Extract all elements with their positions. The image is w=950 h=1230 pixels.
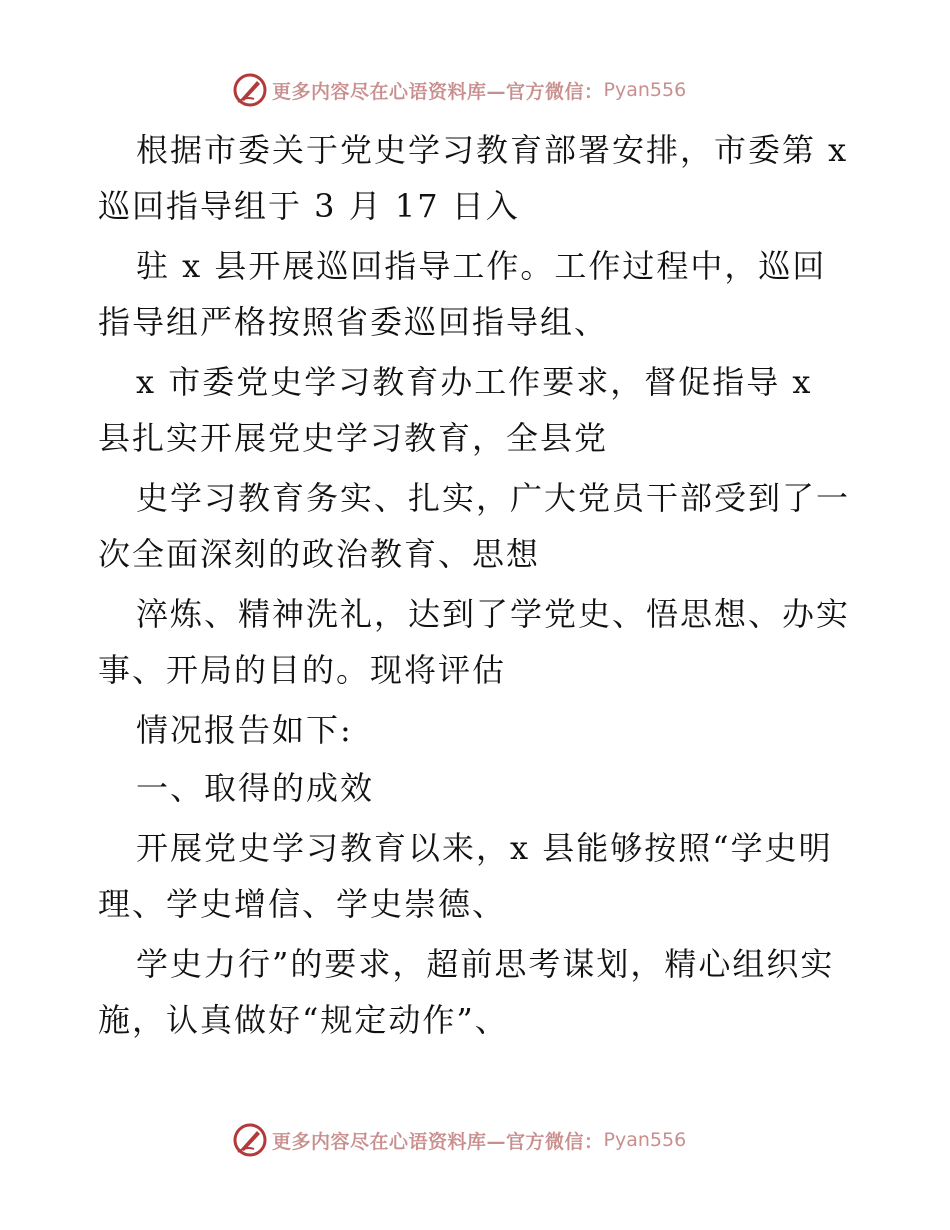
text-line: 学史力行”的要求，超前思考谋划，精心组织实 — [136, 945, 835, 983]
text-line: 施，认真做好“规定动作”、 — [98, 1001, 509, 1039]
text-line: 事、开局的目的。现将评估 — [98, 651, 507, 689]
quill-logo-icon — [232, 1122, 268, 1158]
text-line: 次全面深刻的政治教育、思想 — [98, 535, 541, 573]
text-line: 淬炼、精神洗礼，达到了学党史、悟思想、办实 — [136, 595, 851, 633]
text-line: 县扎实开展党史学习教育，全县党 — [98, 419, 609, 457]
header-watermark — [232, 70, 686, 110]
text-line: 情况报告如下: — [136, 711, 353, 749]
text-line: 根据市委关于党史学习教育部署安排，市委第 x — [136, 131, 849, 169]
text-line: x 市委党史学习教育办工作要求，督促指导 x — [136, 363, 813, 401]
watermark-handle: Pyan556 — [603, 79, 687, 101]
section-heading: 一、取得的成效 — [136, 769, 375, 807]
watermark-handle: Pyan556 — [603, 1129, 687, 1151]
text-line: 理、学史增信、学史崇德、 — [98, 885, 507, 923]
text-line: 驻 x 县开展巡回指导工作。工作过程中，巡回 — [136, 247, 827, 285]
text-line: 史学习教育务实、扎实，广大党员干部受到了一 — [136, 479, 851, 517]
watermark-text: 更多内容尽在心语资料库—官方微信： — [272, 80, 604, 103]
quill-logo-icon — [232, 72, 268, 108]
text-line: 开展党史学习教育以来，x 县能够按照“学史明 — [136, 829, 833, 867]
text-line: 巡回指导组于 3 月 17 日入 — [98, 187, 520, 225]
watermark-text: 更多内容尽在心语资料库—官方微信： — [272, 1130, 604, 1153]
footer-watermark — [232, 1120, 686, 1160]
text-line: 指导组严格按照省委巡回指导组、 — [98, 303, 609, 341]
